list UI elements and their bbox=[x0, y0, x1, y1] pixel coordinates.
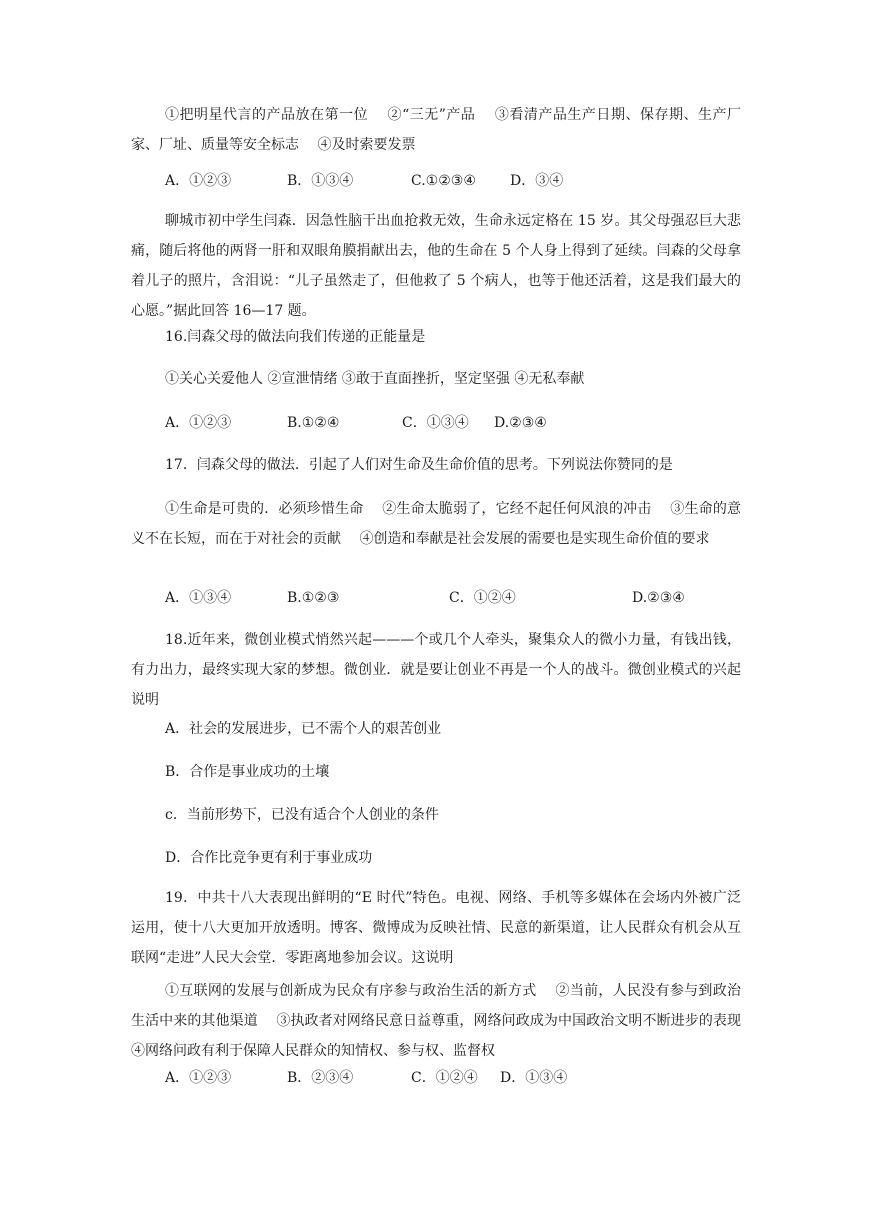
q19-option-c: C．①②④ bbox=[411, 1070, 478, 1086]
q19-option-d: D．①③④ bbox=[500, 1070, 568, 1086]
q17-option-d: D.②③④ bbox=[632, 590, 685, 606]
reading-passage: 聊城市初中学生闫森．因急性脑干出血抢救无效，生命永远定格在 15 岁。其父母强忍巨大悲痛，随后将他的两肾一肝和双眼角膜捐献出去，他的生命在 5 个人身上得到了延续。闫森的父母拿着儿子的照片，含泪说：“儿子虽然走了，但他救了 5 个病人，也等于他还活着，这是我们最大的心愿。”据此回答 16—17 题。 bbox=[131, 213, 741, 319]
q17-statements: ①生命是可贵的．必须珍惜生命 ②生命太脆弱了，它经不起任何风浪的冲击 ③生命的意义不在长短，而在于对社会的贡献 ④创造和奉献是社会发展的需要也是实现生命价值的要求 bbox=[131, 501, 741, 547]
q15-option-d: D．③④ bbox=[510, 173, 564, 189]
q16-option-d: D.②③④ bbox=[494, 415, 547, 431]
q19-stem: 19．中共十八大表现出鲜明的“E 时代”特色。电视、网络、手机等多媒体在会场内外被广泛运用，使十八大更加开放透明。博客、微博成为反映社情、民意的新渠道，让人民群众有机会从互联网“走进”人民大会堂．零距离地参加会议。这说明 bbox=[131, 890, 741, 966]
q15-statements: ①把明星代言的产品放在第一位 ②“三无”产品 ③看清产品生产日期、保存期、生产厂家、厂址、质量等安全标志 ④及时索要发票 bbox=[131, 107, 741, 153]
q18-stem: 18.近年来，微创业模式悄然兴起———个或几个人牵头，聚集众人的微小力量，有钱出钱，有力出力，最终实现大家的梦想。微创业．就是要让创业不再是一个人的战斗。微创业模式的兴起说明 bbox=[131, 632, 741, 708]
q16-option-c: C．①③④ bbox=[402, 415, 469, 431]
q18-option-a: A．社会的发展进步，已不需个人的艰苦创业 bbox=[165, 721, 442, 737]
q15-option-b: B．①③④ bbox=[287, 173, 354, 189]
q17-stem: 17．闫森父母的做法．引起了人们对生命及生命价值的思考。下列说法你赞同的是 bbox=[165, 457, 673, 473]
q18-option-b: B．合作是事业成功的土壤 bbox=[165, 764, 330, 780]
q17-option-a: A．①③④ bbox=[165, 590, 232, 606]
q16-option-b: B.①②④ bbox=[287, 415, 340, 431]
q16-option-a: A．①②③ bbox=[165, 415, 232, 431]
q17-options bbox=[165, 583, 735, 613]
q17-option-c: C．①②④ bbox=[449, 590, 516, 606]
q19-option-b: B．②③④ bbox=[287, 1070, 354, 1086]
q15-option-c: C.①②③④ bbox=[411, 173, 476, 189]
q15-option-a: A．①②③ bbox=[165, 173, 232, 189]
q16-stem: 16.闫森父母的做法向我们传递的正能量是 bbox=[165, 329, 426, 345]
q19-statements: ①互联网的发展与创新成为民众有序参与政治生活的新方式 ②当前，人民没有参与到政治生活中来的其他渠道 ③执政者对网络民意日益尊重，网络问政成为中国政治文明不断进步的表现 ④网络问政有利于保障人民群众的知情权、参与权、监督权 bbox=[131, 983, 760, 1059]
q16-statements: ①关心关爱他人 ②宣泄情绪 ③敢于直面挫折，坚定坚强 ④无私奉献 bbox=[165, 371, 585, 387]
q16-options bbox=[165, 408, 735, 438]
q18-option-d: D．合作比竞争更有利于事业成功 bbox=[165, 850, 373, 866]
q19-options bbox=[165, 1063, 735, 1093]
q15-options bbox=[165, 166, 735, 196]
q19-option-a: A．①②③ bbox=[165, 1070, 232, 1086]
q18-option-c: c．当前形势下，已没有适合个人创业的条件 bbox=[165, 807, 439, 823]
q17-option-b: B.①②③ bbox=[287, 590, 340, 606]
